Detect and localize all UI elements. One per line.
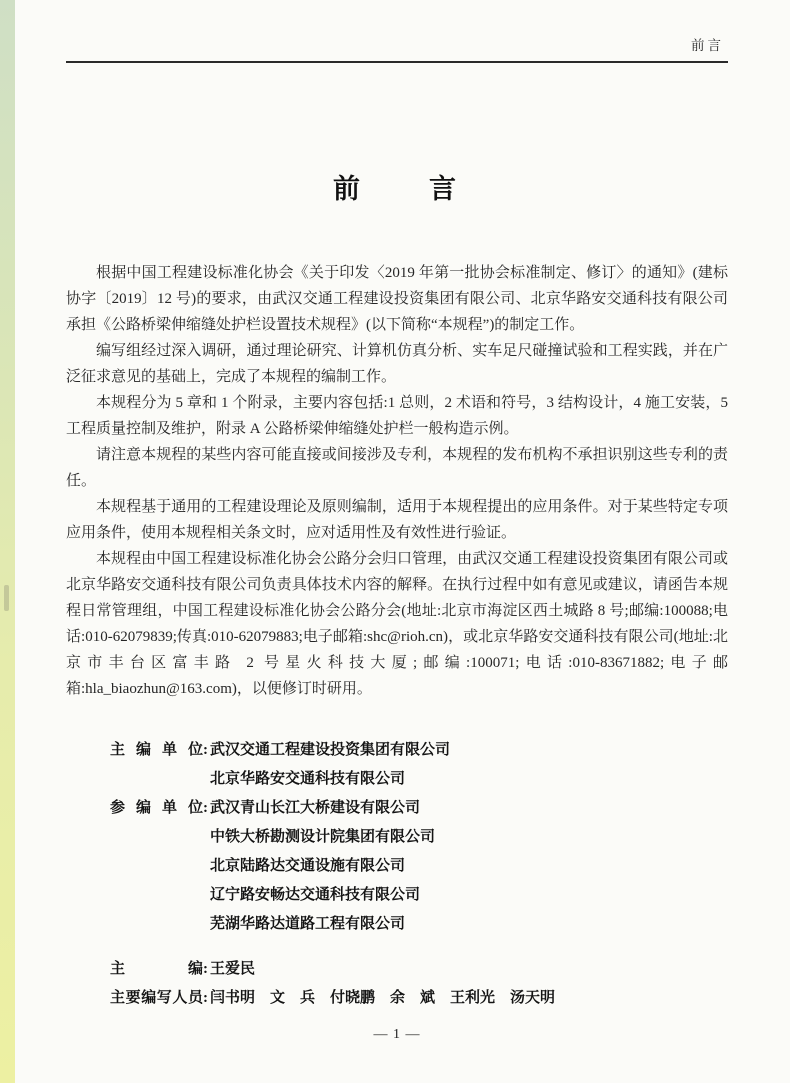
credit-row-chief-editor — [110, 955, 728, 984]
credit-values — [210, 955, 728, 984]
credit-colon: : — [203, 800, 208, 816]
credit-label: 主要编写人员 — [110, 990, 203, 1006]
credit-line: 芜湖华路达道路工程有限公司 — [210, 916, 406, 932]
credit-row-participating-units — [110, 794, 728, 939]
credit-line: 武汉青山长江大桥建设有限公司 — [210, 800, 421, 816]
body-text — [66, 260, 728, 702]
credit-colon: : — [203, 990, 208, 1006]
credit-values — [210, 736, 728, 794]
credit-line: 中铁大桥勘测设计院集团有限公司 — [210, 829, 436, 845]
paragraph: 编写组经过深入调研，通过理论研究、计算机仿真分析、实车足尺碰撞试验和工程实践，并在广泛征求意见的基础上，完成了本规程的编制工作。 — [66, 343, 728, 385]
credit-line: 闫书明 文 兵 付晓鹏 余 斌 王利光 汤天明 — [210, 990, 556, 1006]
credit-label: 参编单位 — [110, 800, 203, 816]
credit-colon: : — [203, 961, 208, 977]
credit-line: 北京陆路达交通设施有限公司 — [210, 858, 406, 874]
credit-values — [210, 984, 728, 1013]
page-title: 前 言 — [333, 174, 461, 204]
credit-label: 主编单位 — [110, 742, 203, 758]
page-edge-color-strip — [0, 0, 15, 1083]
credits-section — [66, 736, 728, 1013]
running-header: 前言 — [691, 38, 724, 53]
page-content — [66, 0, 728, 1043]
credit-line: 北京华路安交通科技有限公司 — [210, 771, 406, 787]
credit-label: 主编 — [110, 961, 203, 977]
credit-values — [210, 794, 728, 939]
header-rule — [66, 61, 728, 63]
credit-line: 辽宁路安畅达交通科技有限公司 — [210, 887, 421, 903]
credit-colon: : — [203, 742, 208, 758]
credit-row-main-writers — [110, 984, 728, 1013]
credit-row-chief-editing-unit — [110, 736, 728, 794]
paragraph: 本规程由中国工程建设标准化协会公路分会归口管理，由武汉交通工程建设投资集团有限公司或北京华路安交通科技有限公司负责具体技术内容的解释。在执行过程中如有意见或建议，请函告本规程日常管理组，中国工程建设标准化协会公路分会(地址:北京市海淀区西土城路 8 号;邮编:100088;电话:010-62079839;传真:010-62079883;电子邮箱:shc@rioh.cn)，或北京华路安交通科技有限公司(地址:北京市丰台区富丰路 2 号星火科技大厦;邮编:100071;电话:010-83671882;电子邮箱:hla_biaozhun@163.com)，以便修订时研用。 — [66, 551, 728, 697]
page-number: — 1 — — [373, 1027, 421, 1042]
credit-line: 武汉交通工程建设投资集团有限公司 — [210, 742, 451, 758]
paragraph: 请注意本规程的某些内容可能直接或间接涉及专利，本规程的发布机构不承担识别这些专利的责任。 — [66, 447, 728, 489]
paragraph: 根据中国工程建设标准化协会《关于印发〈2019 年第一批协会标准制定、修订〉的通知》(建标协字〔2019〕12 号)的要求，由武汉交通工程建设投资集团有限公司、北京华路安交通科技有限公司承担《公路桥梁伸缩缝处护栏设置技术规程》(以下简称“本规程”)的制定工作。 — [66, 265, 728, 333]
page-edge-mark — [4, 585, 9, 611]
paragraph: 本规程分为 5 章和 1 个附录，主要内容包括:1 总则，2 术语和符号，3 结构设计，4 施工安装，5 工程质量控制及维护，附录 A 公路桥梁伸缩缝处护栏一般构造示例。 — [66, 395, 728, 437]
credit-line: 王爱民 — [210, 961, 256, 977]
paragraph: 本规程基于通用的工程建设理论及原则编制，适用于本规程提出的应用条件。对于某些特定专项应用条件，使用本规程相关条文时，应对适用性及有效性进行验证。 — [66, 499, 728, 541]
